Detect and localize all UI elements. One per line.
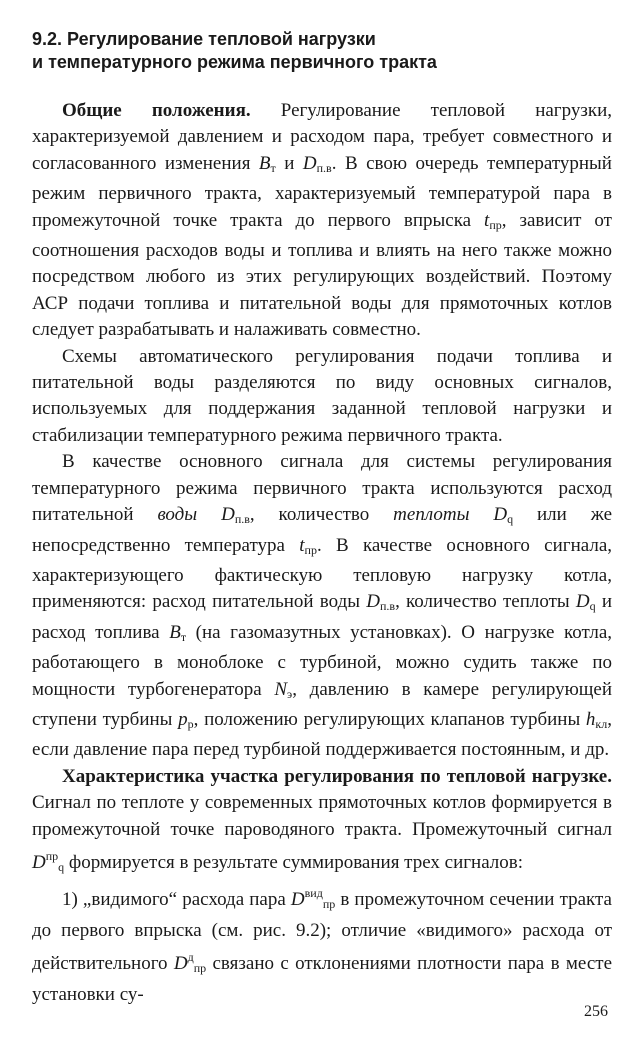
text-run: 1) „видимого“ расхода пара xyxy=(62,889,291,911)
text-run: , количество теплоты xyxy=(395,591,576,613)
text-run: формируется в результате суммирования трех сигналов: xyxy=(64,851,524,873)
text-run: , количество xyxy=(249,504,394,526)
symbol: $D_{п.в}$ xyxy=(302,152,332,175)
symbol: $D_{п.в}$ xyxy=(366,591,396,614)
text-run: и xyxy=(275,152,303,174)
symbol: $D^д_{пр}$ xyxy=(173,950,207,976)
symbol: $B_т$ xyxy=(169,621,187,644)
heading-line-2: и температурного режима первичного тракта xyxy=(32,52,437,72)
text-run: (на газомазутных установках). О нагрузке котла, работающего в моноблоке с турбиной, можно судить также по мощности турбогенератора xyxy=(32,621,613,700)
text-run: или же непосредственно температура xyxy=(32,504,613,556)
symbol: $N_э$ xyxy=(274,678,293,701)
symbol: $t_{пр}$ xyxy=(484,209,502,232)
page-number: 256 xyxy=(584,1003,608,1020)
list-item-1 xyxy=(32,880,612,1008)
symbol: $h_{кл}$ xyxy=(585,708,608,731)
symbol: $D_q$ xyxy=(575,591,596,614)
symbol: $D_{п.в}$ xyxy=(221,504,250,527)
text-run: в промежуточном сечении тракта до первого впрыска (см. рис. 9.2); отличие «видимого» расхода от действительного xyxy=(32,889,612,975)
text-run: В качестве основного сигнала для системы регулирования температурного режима первичного тракта используются расход питательной xyxy=(32,451,612,526)
text-run: , положению регулирующих клапанов турбины xyxy=(193,708,586,730)
symbol: $D_q$ xyxy=(493,504,514,527)
symbol: $t_{пр}$ xyxy=(299,534,317,557)
text-run: и расход топлива xyxy=(32,591,612,643)
paragraph-signals xyxy=(32,449,612,763)
text-run: , зависит от соотношения расходов воды и топлива и влиять на него также можно посредством любого из этих регулирующих воздействий. Поэтому АСР подачи топлива и питательной воды для прямоточных котлов следует разрабатывать и налаживать совместно. xyxy=(32,209,612,341)
symbol: $D^{вид}_{пр}$ xyxy=(290,886,336,912)
symbol: $p_р$ xyxy=(178,708,194,731)
symbol: $D^{пр}_q$ xyxy=(32,848,65,874)
text-run: Сигнал по теплоте у современных прямоточных котлов формируется в промежуточной точке пароводяного тракта. Промежуточный сигнал xyxy=(32,792,612,840)
text-run: связано с отклонениями плотности пара в месте установки су- xyxy=(32,953,613,1005)
heading-line-1: 9.2. Регулирование тепловой нагрузки xyxy=(32,29,376,49)
paragraph-schemes: Схемы автоматического регулирования подачи топлива и питательной воды разделяются по виду основных сигналов, используемых для поддержания заданной тепловой нагрузки и стабилизации температурного режима первичного тракта. xyxy=(32,345,612,446)
body-text xyxy=(32,98,612,1008)
paragraph-lead: Общие положения. xyxy=(62,100,251,121)
italic-term: воды xyxy=(157,504,198,526)
text-run: Регулирование тепловой нагрузки, характеризуемой давлением и расходом пара, требует совместного и согласованного изменения xyxy=(32,100,612,174)
italic-term: теплоты xyxy=(393,504,470,526)
section-heading xyxy=(32,28,612,74)
paragraph-general xyxy=(32,98,612,344)
text-run: , если давление пара перед турбиной поддерживается постоянным, и др. xyxy=(32,708,612,761)
text-run: . В свою очередь температурный режим первичного тракта, характеризуемый температурой пара в промежуточной точке тракта до первого впрыска xyxy=(32,152,612,231)
paragraph-lead: Характеристика участка регулирования по тепловой нагрузке. xyxy=(62,765,612,787)
paragraph-characteristic xyxy=(32,764,612,881)
text-run: . В качестве основного сигнала, характеризующего фактическую тепловую нагрузку котла, применяются: расход питательной воды xyxy=(32,534,613,613)
symbol: $B_т$ xyxy=(258,152,276,175)
text-run: , давлению в камере регулирующей ступени турбины xyxy=(32,678,612,730)
